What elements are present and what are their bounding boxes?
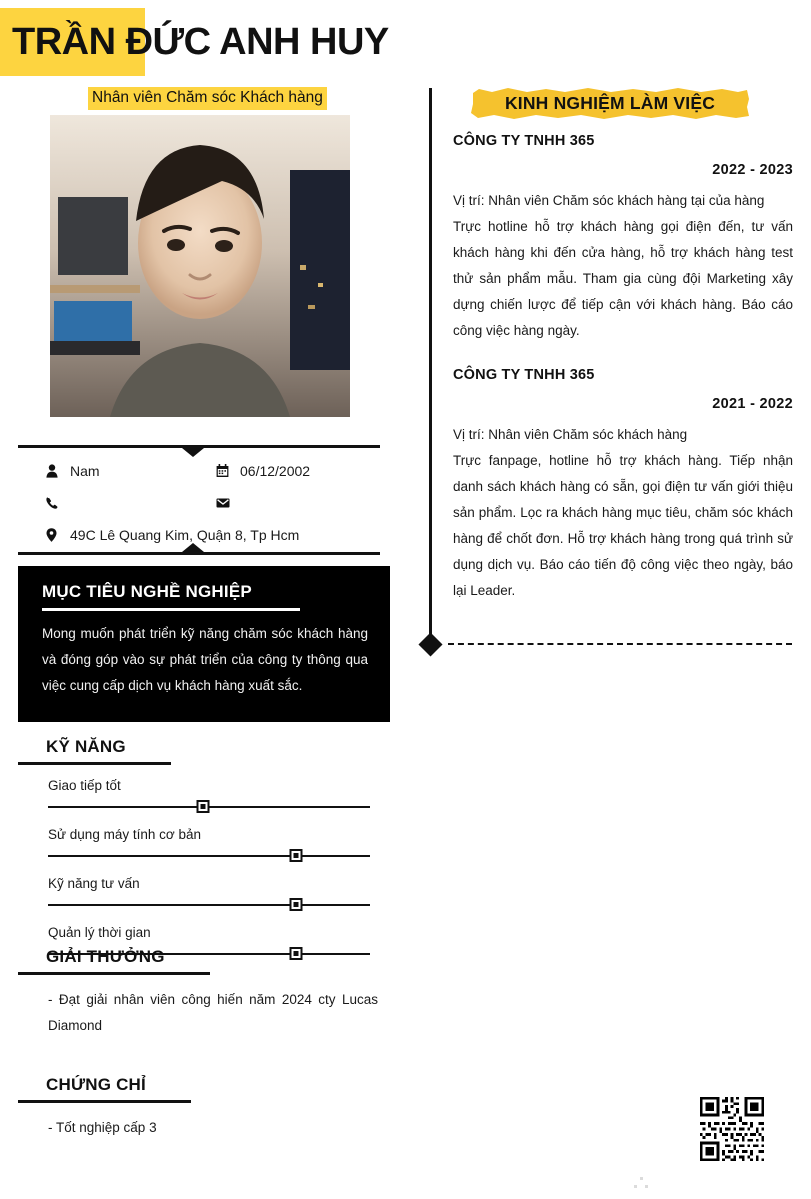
- skill-item: [48, 873, 378, 912]
- career-objective-heading: MỤC TIÊU NGHỀ NGHIỆP: [42, 582, 300, 611]
- experience-heading-wrap: [470, 86, 750, 120]
- portrait-photo-image: [50, 115, 350, 417]
- contact-email: [216, 487, 240, 519]
- spinner-dot: [640, 1177, 643, 1180]
- contact-info: [18, 455, 388, 551]
- employment-period: 2021 - 2022: [712, 396, 793, 412]
- job-title-wrap: [88, 87, 327, 110]
- location-pin-icon: [46, 528, 70, 542]
- skills-section: [18, 737, 390, 961]
- skill-item: [48, 775, 378, 814]
- address-value: 49C Lê Quang Kim, Quận 8, Tp Hcm: [70, 527, 300, 543]
- triangle-up-icon: [182, 543, 204, 552]
- skill-label: Sử dụng máy tính cơ bản: [48, 827, 201, 842]
- spinner-dot: [634, 1185, 637, 1188]
- skills-list: [18, 775, 390, 961]
- employment-period: 2022 - 2023: [712, 162, 793, 178]
- certificates-body: [18, 1103, 390, 1141]
- awards-text: - Đạt giải nhân viên công hiến năm 2024 cty Lucas Diamond: [48, 992, 378, 1033]
- loading-spinner-icon: [634, 1177, 650, 1193]
- experience-list: [453, 130, 793, 612]
- career-objective-card: [18, 566, 390, 722]
- experience-item: [453, 130, 793, 344]
- skill-label: Giao tiếp tốt: [48, 778, 121, 793]
- skill-item: [48, 824, 378, 863]
- job-description: [453, 188, 793, 344]
- timeline-dashed-line: [448, 643, 792, 645]
- certificates-heading: CHỨNG CHỈ: [18, 1075, 191, 1103]
- job-position-line: Vị trí: Nhân viên Chăm sóc khách hàng: [453, 427, 688, 442]
- skill-label: Quản lý thời gian: [48, 925, 151, 940]
- slider-track: [48, 855, 370, 857]
- slider-knob[interactable]: [289, 849, 302, 862]
- job-duties: Trực fanpage, hotline hỗ trợ khách hàng. Tiếp nhận danh sách khách hàng có sẵn, gọi điện tư vấn giới thiệu sản phẩm. Lọc ra khách hàng mục tiêu, chăm sóc khách hàng để chốt đơn. Hỗ trợ khách hàng trong quá trình sử dụng dịch vụ. Báo cáo tiến độ công việc theo ngày, báo lại Leader.: [453, 453, 793, 598]
- job-title: Nhân viên Chăm sóc Khách hàng: [88, 87, 327, 110]
- contact-phone: [46, 487, 70, 519]
- job-duties: Trực hotline hỗ trợ khách hàng gọi điện đến, tư vấn khách hàng khi đến cửa hàng, hỗ trợ khách hàng test thử sản phẩm mẫu. Tham gia cùng đội Marketing xây dựng chiến lược để tiếp cận với khách hàng. Báo cáo công việc hàng ngày.: [453, 219, 793, 338]
- experience-heading: KINH NGHIỆM LÀM VIỆC: [504, 92, 716, 113]
- company-name: CÔNG TY TNHH 365: [453, 367, 595, 383]
- contact-row: [18, 455, 388, 487]
- name-header: [0, 8, 811, 76]
- job-position-line: Vị trí: Nhân viên Chăm sóc khách hàng tại của hàng: [453, 193, 765, 208]
- contact-gender: [46, 455, 100, 487]
- contact-row: [18, 487, 388, 519]
- awards-body: [18, 975, 390, 1039]
- skills-heading: KỸ NĂNG: [18, 737, 171, 765]
- phone-icon: [46, 496, 70, 510]
- skill-label: Kỹ năng tư vấn: [48, 876, 140, 891]
- awards-section: [18, 947, 390, 1039]
- person-icon: [46, 464, 70, 478]
- slider-knob[interactable]: [289, 898, 302, 911]
- job-description: [453, 422, 793, 604]
- contact-birthdate: [216, 455, 310, 487]
- divider-bar: [18, 552, 380, 555]
- skill-slider[interactable]: [48, 898, 370, 912]
- certificates-section: [18, 1075, 390, 1141]
- slider-knob[interactable]: [196, 800, 209, 813]
- career-objective-text: Mong muốn phát triển kỹ năng chăm sóc khách hàng và đóng góp vào sự phát triển của công ty thông qua việc cung cấp dịch vụ khách hàng xuất sắc.: [42, 626, 368, 693]
- spinner-dot: [645, 1185, 648, 1188]
- company-name: CÔNG TY TNHH 365: [453, 133, 595, 149]
- timeline-vertical-line: [429, 88, 432, 646]
- awards-heading: GIẢI THƯỞNG: [18, 947, 210, 975]
- portrait-photo: [50, 115, 350, 417]
- contact-divider-top: [18, 441, 380, 455]
- calendar-icon: [216, 464, 240, 478]
- page-title: TRẦN ĐỨC ANH HUY: [12, 21, 389, 63]
- experience-item: [453, 364, 793, 604]
- contact-divider-bottom: [18, 546, 380, 560]
- certificates-text: - Tốt nghiệp cấp 3: [48, 1120, 157, 1135]
- birthdate-value: 06/12/2002: [240, 463, 311, 479]
- gender-value: Nam: [70, 463, 100, 479]
- qr-code-image: [693, 1094, 771, 1164]
- timeline-diamond-marker: [418, 632, 442, 656]
- skill-slider[interactable]: [48, 800, 370, 814]
- envelope-icon: [216, 497, 240, 509]
- skill-slider[interactable]: [48, 849, 370, 863]
- slider-track: [48, 904, 370, 906]
- qr-code[interactable]: [693, 1094, 771, 1164]
